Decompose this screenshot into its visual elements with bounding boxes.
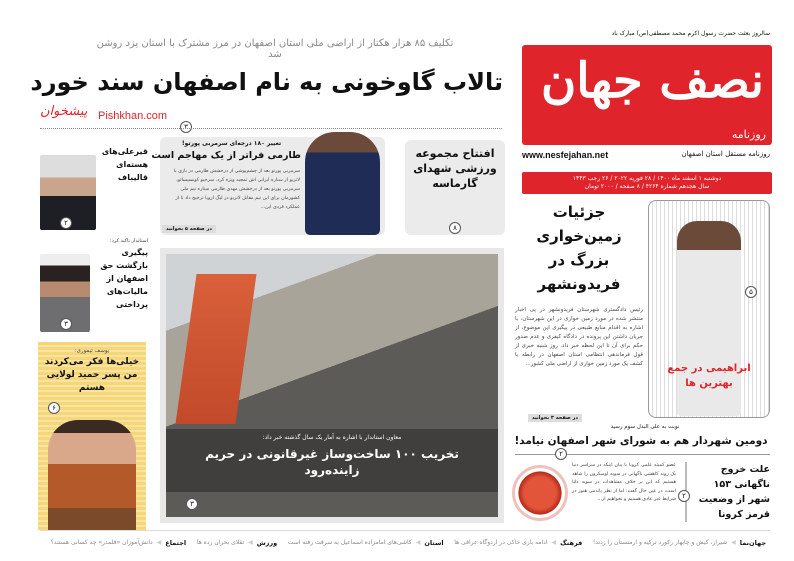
arrow-icon: ◀ xyxy=(415,539,421,546)
masthead-note: سالروز بعثت حضرت رسول اکرم محمد مصطفی(ص) مبارک باد xyxy=(611,30,770,37)
land-body: رئیس دادگستری شهرستان فریدونشهر در پی اخبار منتشر شده در مورد زمین خواری در این شهرستان، با اشاره به اقدام منابع طبیعی در پیگیری این موضوع، از جریان داشتن این پرونده در دادگاه کیفری و عدم صدور حکم برای آن تا این لحظه خبر داد. روز شنبه خبری از قول فرماندهی انتظامی استان اصفهان در رابطه با کشف یک مورد زمین خواری از اراضی ملی کشور... xyxy=(515,307,643,367)
lead-headline[interactable]: تالاب گاوخونی به نام اصفهان سند خورد xyxy=(30,68,503,96)
land-more[interactable]: در صفحه ۳ بخوانید xyxy=(528,414,582,422)
player-text: ابراهیمی در جمع بهترین ها xyxy=(667,363,751,389)
lead-subtitle: تکلیف ۸۵ هزار هکتار از اراضی ملی استان اصفهان در مرز مشترک با استان یزد روشن شد xyxy=(96,38,454,60)
left-story-1-text: قیرعلی‌های هسته‌ای قالیباف xyxy=(101,147,148,182)
bottom-bar xyxy=(40,530,770,554)
arrow-icon: ◀ xyxy=(551,539,557,546)
land-title[interactable]: جزئیات زمین‌خواری بزرگ در فریدونشهر xyxy=(536,203,622,293)
bottom-category[interactable]: ورزش xyxy=(256,538,278,547)
page-badge: ۲ xyxy=(678,490,690,502)
left-story-3[interactable] xyxy=(38,342,146,530)
page-badge: ۳ xyxy=(180,121,192,133)
bottom-link[interactable]: تقلای بحران زده ها xyxy=(196,538,245,546)
website-link[interactable]: www.nesfejahan.net xyxy=(522,150,609,160)
sport-title: طارمی فراتر از یک مهاجم است xyxy=(151,150,301,161)
bottom-category[interactable]: جهان‌نما xyxy=(739,538,766,547)
daily-label: روزنامه xyxy=(731,128,766,141)
bottom-category[interactable]: اجتماع xyxy=(165,538,187,547)
photo-kicker: معاون استاندار با اشاره به آمار یک سال گذشته خبر داد: xyxy=(262,434,402,441)
photo-story[interactable] xyxy=(160,248,504,523)
bottom-link[interactable]: ادامه بازی خاکی در اردوگاه عراقی ها xyxy=(454,538,548,546)
left-story-2[interactable] xyxy=(40,236,148,332)
left-story-1[interactable] xyxy=(40,145,148,230)
bottom-link[interactable]: دانش‌آموزان «قلمدر» چه کسانی هستند؟ xyxy=(50,538,153,546)
left-story-3-text: خیلی‌ها فکر می‌کردند من پسر حمید لولایی هستم xyxy=(44,357,140,393)
left-story-3-kicker: یوسف تیموری: xyxy=(74,348,110,354)
page-badge: ۲ xyxy=(60,217,72,229)
arrow-icon: ◀ xyxy=(156,539,162,546)
arrow-icon: ◀ xyxy=(248,539,253,546)
excavator-photo xyxy=(166,254,498,517)
corona-title[interactable]: علت خروج ناگهانی ۱۵۳ شهر از وضعیت قرمز کرونا xyxy=(698,464,770,520)
date-line: دوشنبه ۱ اسفند ماه ۱۴۰۰ / ۲۸ فوریه ۲۰۲۲ / ۲۶ رجب ۱۴۴۳ xyxy=(572,175,722,182)
arrow-icon: ◀ xyxy=(731,539,736,546)
watermark-en: Pishkhan.com xyxy=(98,110,168,122)
opening-text: افتتاح مجموعه ورزشی شهدای گارماسه xyxy=(413,147,497,190)
corona-body: عضو کمیته علمی کرونا با بیان اینکه در سراسر دنیا یک روند کاهشی ناگهانی در سویه اومیکرون را شاهد هستیم که این بر خلاف مشاهدات در سویه دلتا است، در عین حال گفت: اما از نظر پاندمی هنوز در شرایط غیر عادی هستیم و نخواهیم از... xyxy=(572,463,676,502)
page-badge: ۳ xyxy=(186,498,198,510)
mayor-title[interactable]: دومین شهردار هم به شورای شهر اصفهان نیامد! xyxy=(514,435,768,447)
page-badge: ۶ xyxy=(48,402,60,414)
sport-more[interactable]: در صفحه ۵ بخوانید xyxy=(162,225,216,233)
virus-icon xyxy=(515,468,565,518)
opening-story[interactable] xyxy=(405,140,505,235)
page-badge: ۲ xyxy=(555,448,567,460)
player-story[interactable] xyxy=(648,200,770,418)
divider xyxy=(515,454,770,455)
bottom-category[interactable]: استان xyxy=(424,538,444,547)
issue-line: سال هجدهم شماره ۴۲۶۴ / ۸ صفحه / ۲۰۰۰ تومان xyxy=(584,183,710,190)
bottom-link[interactable]: کاشی‌های امامزاده اسماعیل به سرقت رفته است xyxy=(287,538,412,546)
mayor-kicker: نوبت به علی البدل سوم رسید xyxy=(610,424,680,430)
page-badge: ۵ xyxy=(745,286,757,298)
excavator-arm xyxy=(175,274,256,424)
sport-kicker: تغییر ۱۸۰ درجه‌ای سرمربی پورتو! xyxy=(181,140,282,147)
actor-photo xyxy=(48,420,136,530)
taremi-photo xyxy=(305,132,380,235)
sport-story[interactable] xyxy=(151,137,385,235)
photo-title: تخریب ۱۰۰ ساخت‌وساز غیرقانونی در حریم زاینده‌رود xyxy=(205,447,459,477)
masthead-logo xyxy=(522,45,772,145)
left-story-2-text: پیگیری بازگشت حق اصفهان از مالیات‌های پرداختی xyxy=(100,248,148,309)
page-badge: ۳ xyxy=(60,318,72,330)
tagline: روزنامه مستقل استان اصفهان xyxy=(681,150,770,158)
sport-body: سرمربی پورتو بعد از چشم‌پوشی از درخشش طارمی در بازی با لاتزیو از ستاره ایرانی اش تمجید ویژه کرد. سرجیو کونسیسائو، سرمربی پورتو بعد از درخشش مهدی طارمی ستاره تیم ملی کشورمان برای این تیم مقابل لاتزیو در لیگ اروپا ترجیح داد تا از عملکرد فردی این... xyxy=(173,169,300,210)
divider xyxy=(40,128,502,129)
page-badge: ۸ xyxy=(449,222,461,234)
left-story-2-kicker: استاندار تاکید کرد: xyxy=(109,238,148,244)
date-bar xyxy=(522,172,772,194)
watermark-fa: پیشخوان xyxy=(40,104,88,119)
bottom-category[interactable]: فرهنگ xyxy=(560,538,583,547)
bottom-link[interactable]: شیراز، کیش و چابهار رکورد ترکیه و ارمنستان را زدند! xyxy=(592,538,728,546)
logo-text: نصف جهان xyxy=(540,53,764,109)
